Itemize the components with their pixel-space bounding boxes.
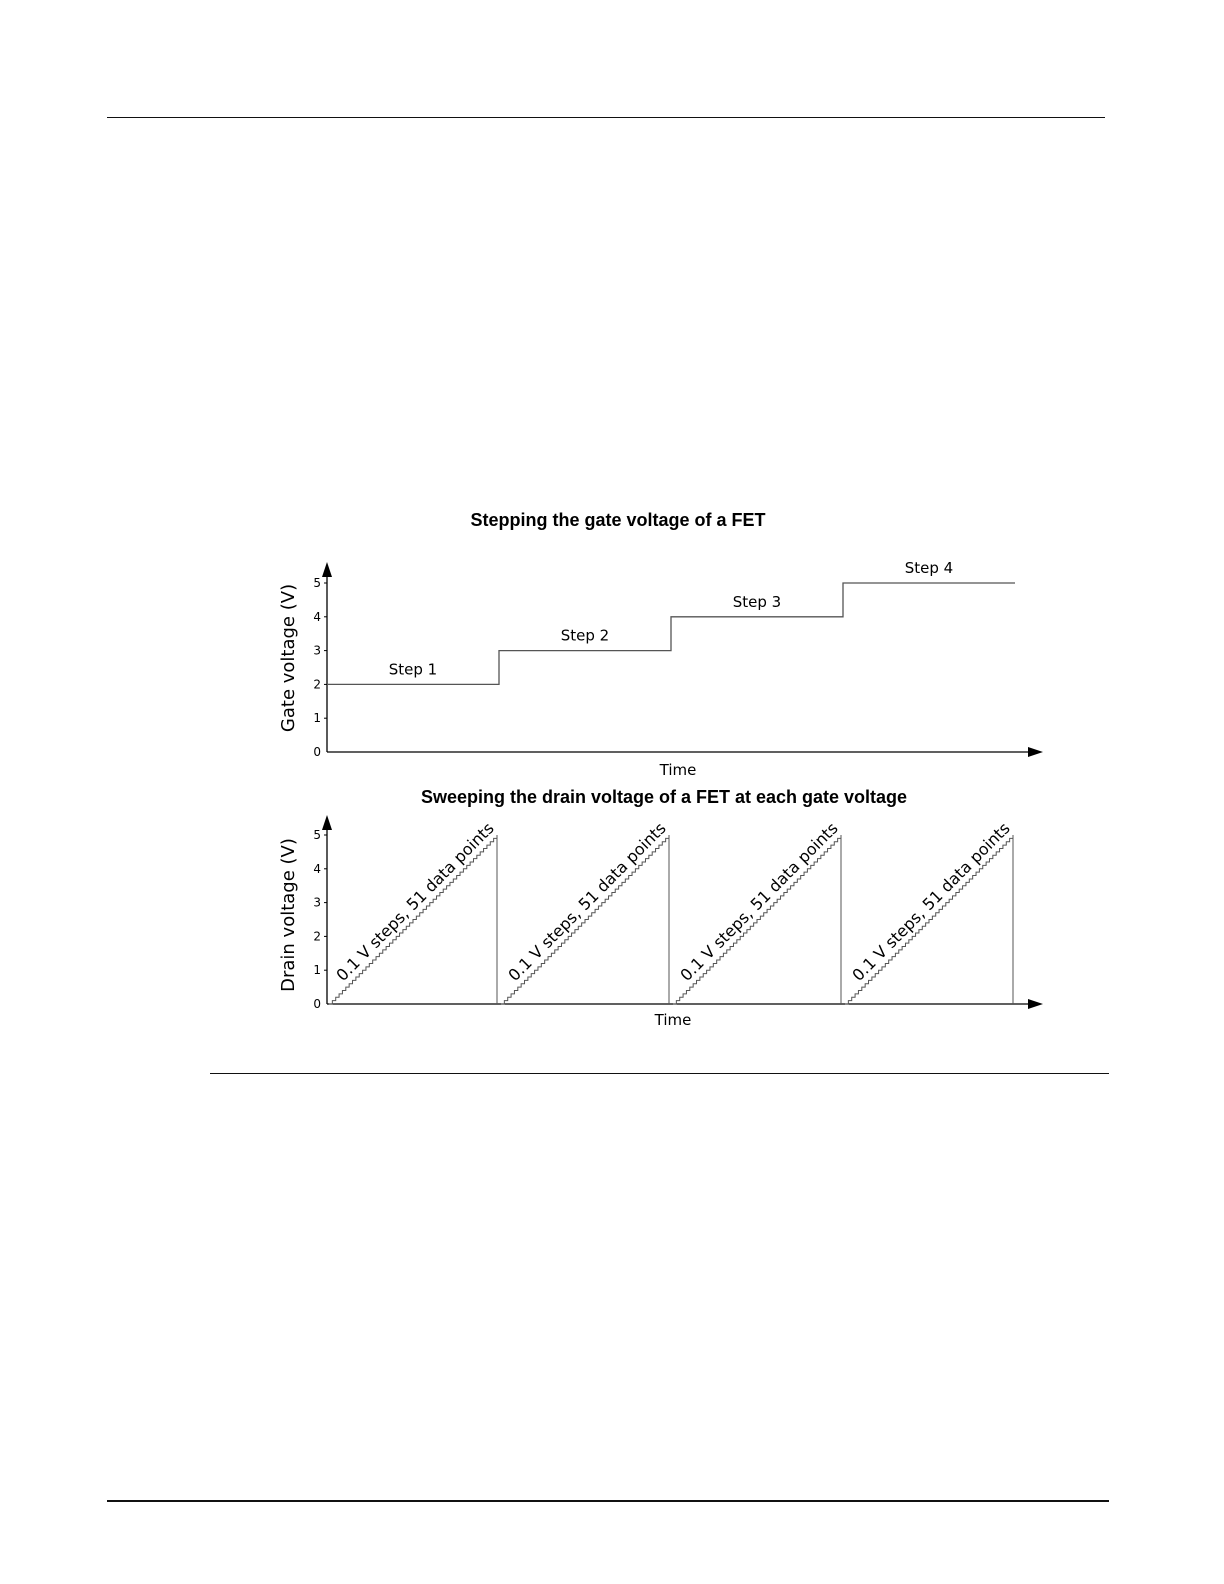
gate-step-label: Step 3 bbox=[732, 592, 782, 611]
drain-sweeps bbox=[329, 819, 1014, 1004]
drain-y-tick-label: 3 bbox=[313, 895, 321, 910]
drain-sweep-staircase bbox=[329, 835, 497, 1004]
drain-y-axis-arrow bbox=[322, 815, 332, 830]
gate-y-tick-label: 5 bbox=[313, 576, 321, 590]
drain-sweep-staircase bbox=[501, 835, 669, 1004]
drain-chart-title: Sweeping the drain voltage of a FET at each gate voltage bbox=[420, 787, 908, 807]
drain-x-axis-arrow bbox=[1028, 999, 1043, 1009]
gate-y-tick-label: 2 bbox=[313, 677, 321, 692]
gate-chart-title: Stepping the gate voltage of a FET bbox=[470, 510, 766, 530]
drain-sweep-label: 0.1 V steps, 51 data points bbox=[332, 818, 498, 985]
drain-y-tick-label: 4 bbox=[313, 861, 321, 876]
drain-sweep-label: 0.1 V steps, 51 data points bbox=[848, 818, 1014, 985]
drain-y-tick-label: 1 bbox=[313, 963, 321, 978]
drain-sweep-label: 0.1 V steps, 51 data points bbox=[676, 818, 842, 985]
gate-x-axis-title: Time bbox=[659, 761, 697, 779]
gate-step-label: Step 1 bbox=[388, 660, 438, 679]
drain-sweep-staircase bbox=[845, 835, 1013, 1004]
gate-y-tick-label: 1 bbox=[313, 711, 321, 726]
gate-voltage-chart bbox=[278, 510, 1043, 779]
drain-sweep-staircase bbox=[673, 835, 841, 1004]
bottom-rule bbox=[107, 1500, 1109, 1502]
gate-x-axis-arrow bbox=[1028, 747, 1043, 757]
gate-step-label: Step 2 bbox=[560, 626, 610, 645]
middle-rule bbox=[210, 1073, 1109, 1074]
gate-step-label: Step 4 bbox=[904, 559, 954, 577]
drain-y-tick-label: 2 bbox=[313, 929, 321, 944]
drain-y-ticks bbox=[313, 828, 327, 1011]
drain-voltage-chart bbox=[278, 787, 1043, 1029]
drain-sweep-label: 0.1 V steps, 51 data points bbox=[504, 818, 670, 985]
gate-y-ticks bbox=[313, 576, 327, 759]
gate-y-axis-arrow bbox=[322, 562, 332, 577]
drain-y-axis-title: Drain voltage (V) bbox=[278, 838, 299, 992]
drain-y-tick-label: 5 bbox=[313, 828, 321, 842]
gate-y-tick-label: 4 bbox=[313, 609, 321, 624]
gate-y-axis-title: Gate voltage (V) bbox=[278, 583, 299, 733]
gate-y-tick-label: 0 bbox=[313, 745, 321, 759]
gate-y-tick-label: 3 bbox=[313, 643, 321, 658]
drain-x-axis-title: Time bbox=[654, 1011, 692, 1029]
drain-y-tick-label: 0 bbox=[313, 997, 321, 1011]
